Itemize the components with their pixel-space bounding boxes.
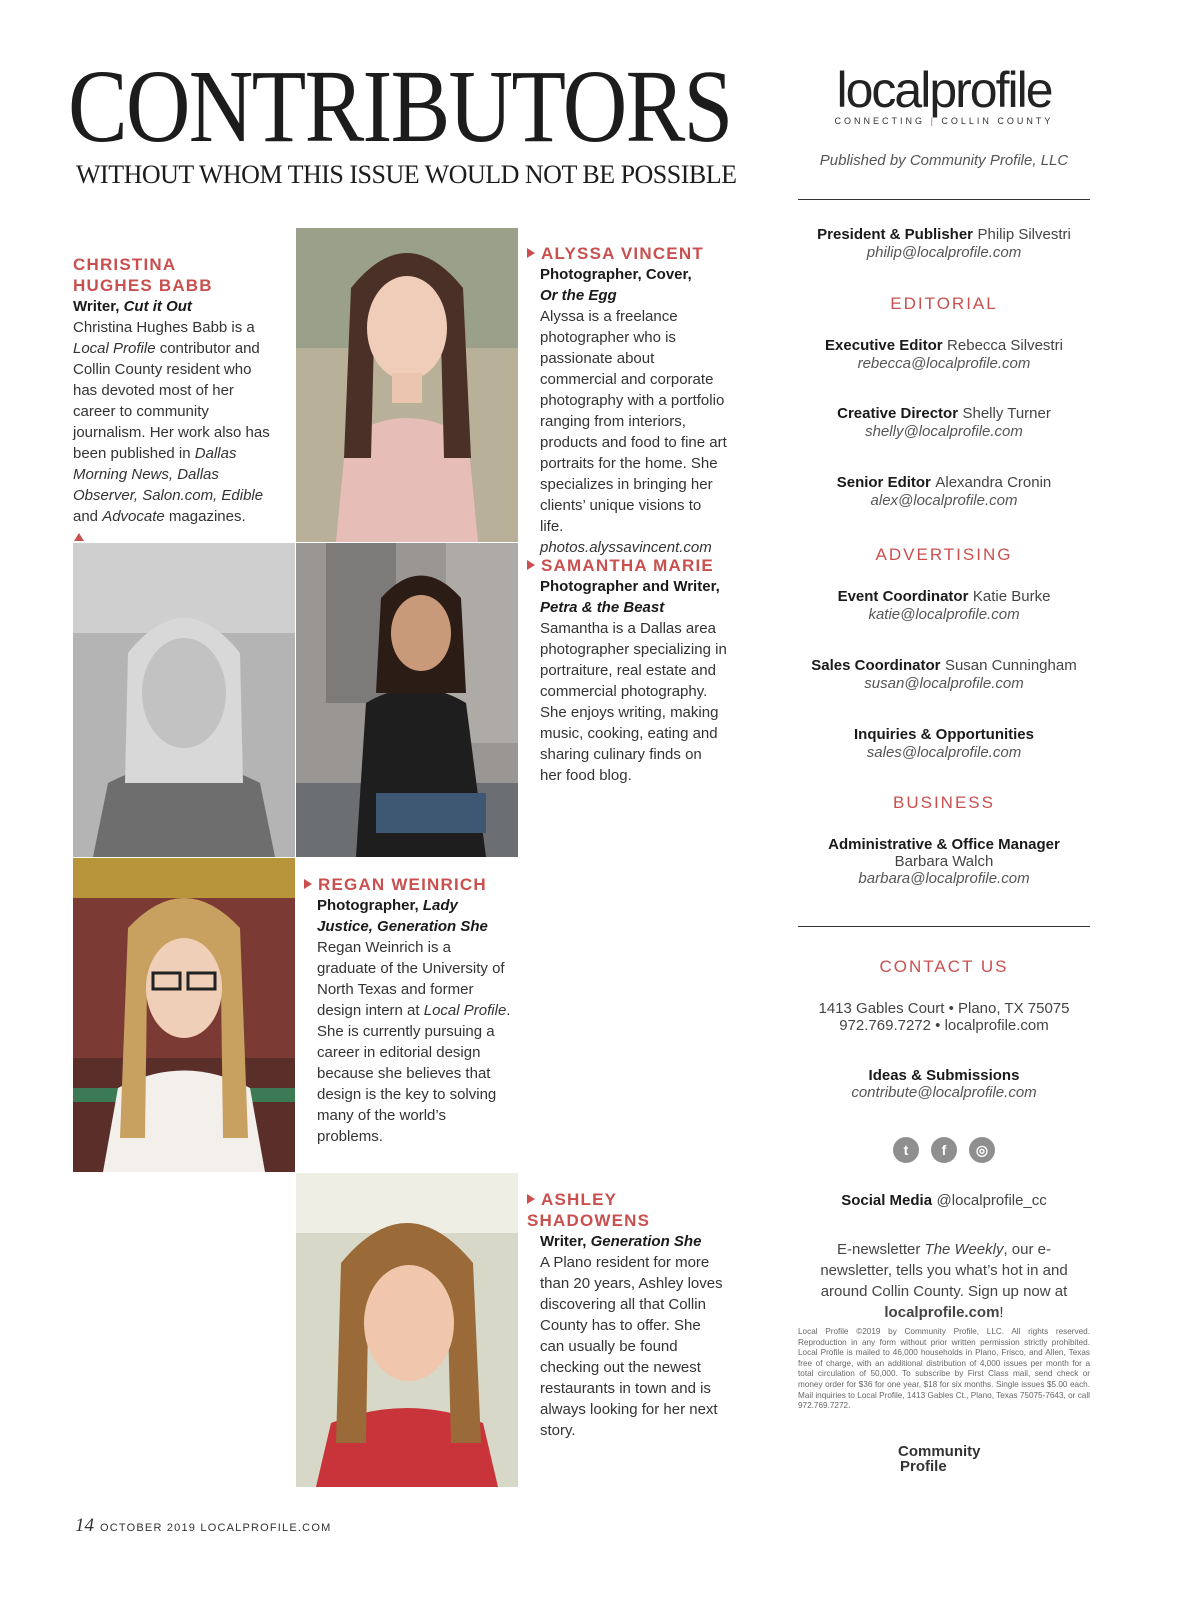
facebook-icon[interactable]: f [931, 1137, 957, 1163]
footer-text: OCTOBER 2019 LOCALPROFILE.COM [100, 1522, 332, 1534]
page-subtitle: WITHOUT WHOM THIS ISSUE WOULD NOT BE POSSIBLE [76, 160, 737, 189]
advertising-heading: ADVERTISING [875, 545, 1013, 564]
fine-print: Local Profile ©2019 by Community Profile, LLC. All rights reserved. Reproduction in any form without prior written permission strictly prohibited. Local Profile is mailed to 46,000 households in Plano, Frisco, and Allen, Texas free of charge, with an additional distribution of 4,000 issues per month for a total circulation of 50,000. To subscribe by First Class mail, send check or money order for $36 for one year, $18 for six months. Single issues $5.00 each. Mail inquiries to Local Profile, 1413 Gables Ct., Plano, Texas 75075-7643, or call 972.769.7272. [798, 1327, 1090, 1411]
localprofile-logo: localprofile CONNECTING | COLLIN COUNTY [834, 62, 1054, 126]
published-by: Published by Community Profile, LLC [819, 152, 1069, 169]
staff-entry: Creative Director Shelly Turner shelly@localprofile.com [837, 405, 1051, 440]
contributor-alyssa [527, 243, 727, 558]
editorial-heading: EDITORIAL [890, 294, 998, 313]
staff-entry: Sales Coordinator Susan Cunningham susan@localprofile.com [811, 657, 1077, 692]
publisher-entry: President & Publisher Philip Silvestri philip@localprofile.com [817, 226, 1071, 261]
social-media: Social Media @localprofile_cc [841, 1192, 1047, 1209]
contributor-bio: Christina Hughes Babb is a Local Profile contributor and Collin County resident who has devoted most of her career to community journalism. Her work also has been published in Dallas Morning News, Dallas Observer, Salon.com, Edible and Advocate magazines. [73, 319, 270, 525]
contributor-name: SAMANTHA MARIE [541, 556, 714, 575]
contributor-role: Photographer, Cover, Or the Egg [540, 266, 692, 304]
newsletter-blurb: E-newsletter The Weekly, our e-newsletter, tells you what’s hot in and around Collin County. Sign up now at localprofile.com! [820, 1241, 1068, 1321]
contributor-name [73, 254, 273, 296]
business-heading: BUSINESS [893, 793, 995, 812]
right-arrow-icon [527, 560, 535, 570]
contributor-ashley [527, 1189, 727, 1441]
divider [798, 199, 1090, 200]
ashley-shadowens-photo [296, 1173, 518, 1487]
samantha-marie-photo [296, 543, 518, 857]
contributor-name: ASHLEY SHADOWENS [527, 1190, 651, 1230]
contributor-bio: Samantha is a Dallas area photographer specializing in portraiture, real estate and commercial photography. She enjoys writing, making music, cooking, eating and sharing culinary finds on her food blog. [540, 620, 727, 784]
contributor-name: REGAN WEINRICH [318, 875, 487, 894]
staff-entry: Senior Editor Alexandra Cronin alex@localprofile.com [836, 474, 1052, 509]
community-profile-logo: Community Profile [898, 1443, 981, 1475]
page-footer [75, 1515, 331, 1537]
contributor-bio: Alyssa is a freelance photographer who is passionate about commercial and corporate photography with a portfolio ranging from interiors, products and food to fine art portraits for the home. She specializes in bringing her clients’ unique visions to life. [540, 308, 727, 535]
page-number: 14 [75, 1515, 94, 1536]
right-arrow-icon [304, 879, 312, 889]
contributor-regan [304, 874, 514, 1147]
contact-info: 1413 Gables Court • Plano, TX 75075 972.769.7272 • localprofile.com [818, 1000, 1070, 1034]
contributor-christina [73, 254, 273, 541]
staff-entry: Inquiries & Opportunities sales@localprofile.com [853, 726, 1034, 761]
contributor-role: Photographer and Writer, Petra & the Beast [540, 578, 720, 616]
staff-entry: Executive Editor Rebecca Silvestri rebecca@localprofile.com [825, 337, 1063, 372]
contact-heading: CONTACT US [879, 957, 1009, 976]
christina-hughes-babb-photo [73, 543, 295, 857]
page-title: CONTRIBUTORS [68, 49, 732, 164]
social-icons [798, 1137, 1090, 1163]
regan-weinrich-photo [73, 858, 295, 1172]
right-arrow-icon [527, 248, 535, 258]
ideas-submissions: Ideas & Submissions contribute@localprofile.com [851, 1067, 1037, 1101]
instagram-icon[interactable]: ◎ [969, 1137, 995, 1163]
contributor-url: photos.alyssavincent.com [540, 539, 712, 556]
twitter-icon[interactable]: t [893, 1137, 919, 1163]
staff-entry: Event Coordinator Katie Burke katie@localprofile.com [837, 588, 1051, 623]
name-line-2: HUGHES BABB [73, 276, 213, 295]
contributor-role: Photographer, Lady Justice, Generation She [317, 897, 488, 935]
contributor-bio: A Plano resident for more than 20 years, Ashley loves discovering all that Collin County has to offer. She can usually be found checking out the newest restaurants in town and is always looking for her next story. [540, 1254, 723, 1439]
staff-entry: Administrative & Office Manager Barbara Walch barbara@localprofile.com [828, 836, 1060, 887]
contributor-role: Writer, Cut it Out [73, 298, 192, 315]
up-arrow-icon [74, 533, 84, 541]
contributor-bio: Regan Weinrich is a graduate of the University of North Texas and former design intern at Local Profile. She is currently pursuing a career in editorial design because she believes that design is the key to solving many of the world’s problems. [317, 939, 511, 1145]
contributor-role: Writer, Generation She [540, 1233, 702, 1250]
name-line-1: CHRISTINA [73, 255, 177, 274]
contributor-samantha [527, 555, 727, 786]
contributor-name: ALYSSA VINCENT [541, 244, 704, 263]
divider [798, 926, 1090, 927]
alyssa-vincent-photo [296, 228, 518, 542]
right-arrow-icon [527, 1194, 535, 1204]
